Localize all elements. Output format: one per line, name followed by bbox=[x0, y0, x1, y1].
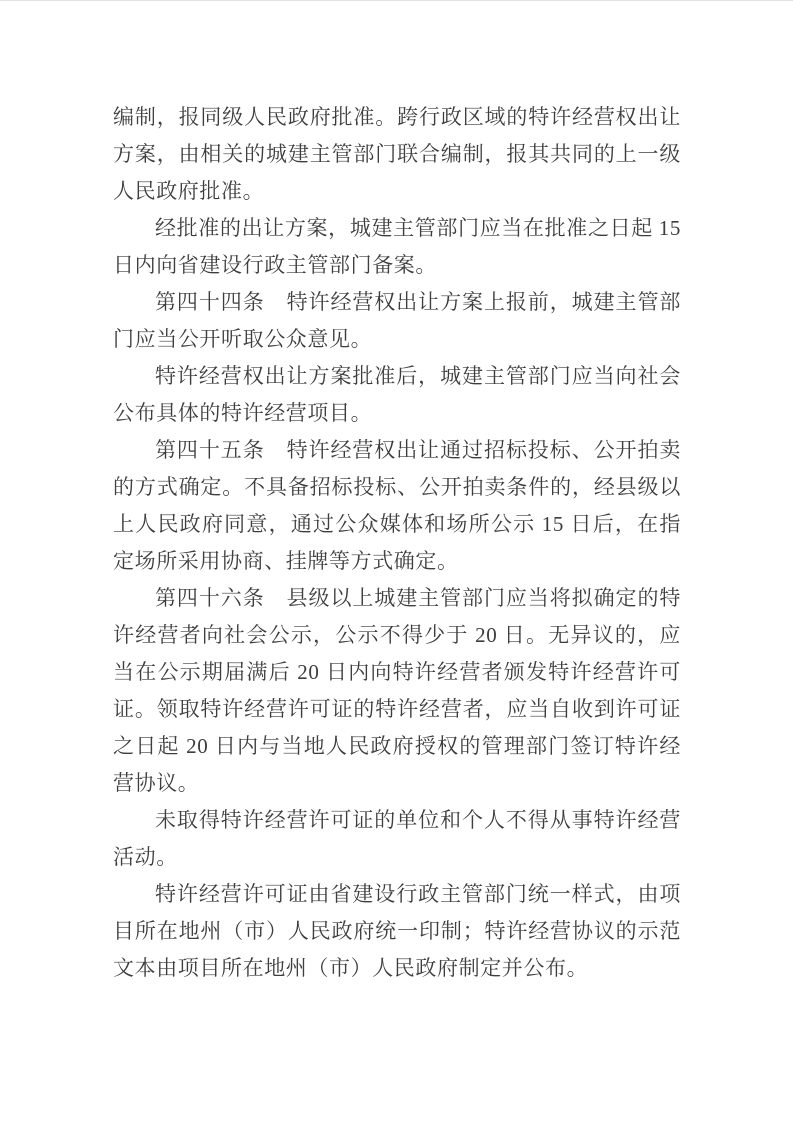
text-block bbox=[113, 99, 681, 987]
paragraph-article-45: 第四十五条 特许经营权出让通过招标投标、公开拍卖的方式确定。不具备招标投标、公开拍卖条件的，经县级以上人民政府同意，通过公众媒体和场所公示 15 日后，在指定场所采用协商、挂牌等方式确定。 bbox=[113, 438, 681, 573]
paragraph: 特许经营权出让方案批准后，城建主管部门应当向社会公布具体的特许经营项目。 bbox=[113, 364, 681, 425]
paragraph: 特许经营许可证由省建设行政主管部门统一样式，由项目所在地州（市）人民政府统一印制；特许经营协议的示范文本由项目所在地州（市）人民政府制定并公布。 bbox=[113, 882, 681, 980]
paragraph: 经批准的出让方案，城建主管部门应当在批准之日起 15 日内向省建设行政主管部门备案。 bbox=[113, 216, 681, 277]
paragraph-article-44: 第四十四条 特许经营权出让方案上报前，城建主管部门应当公开听取公众意见。 bbox=[113, 290, 681, 351]
paragraph-article-46: 第四十六条 县级以上城建主管部门应当将拟确定的特许经营者向社会公示，公示不得少于 20 日。无异议的，应当在公示期届满后 20 日内向特许经营者颁发特许经营许可证。领取特许经营许可证的特许经营者，应当自收到许可证之日起 20 日内与当地人民政府授权的管理部门签订特许经营协议。 bbox=[113, 586, 681, 795]
paragraph: 未取得特许经营许可证的单位和个人不得从事特许经营活动。 bbox=[113, 808, 681, 869]
paragraph-continuation: 编制，报同级人民政府批准。跨行政区域的特许经营权出让方案，由相关的城建主管部门联合编制，报其共同的上一级人民政府批准。 bbox=[113, 105, 681, 203]
